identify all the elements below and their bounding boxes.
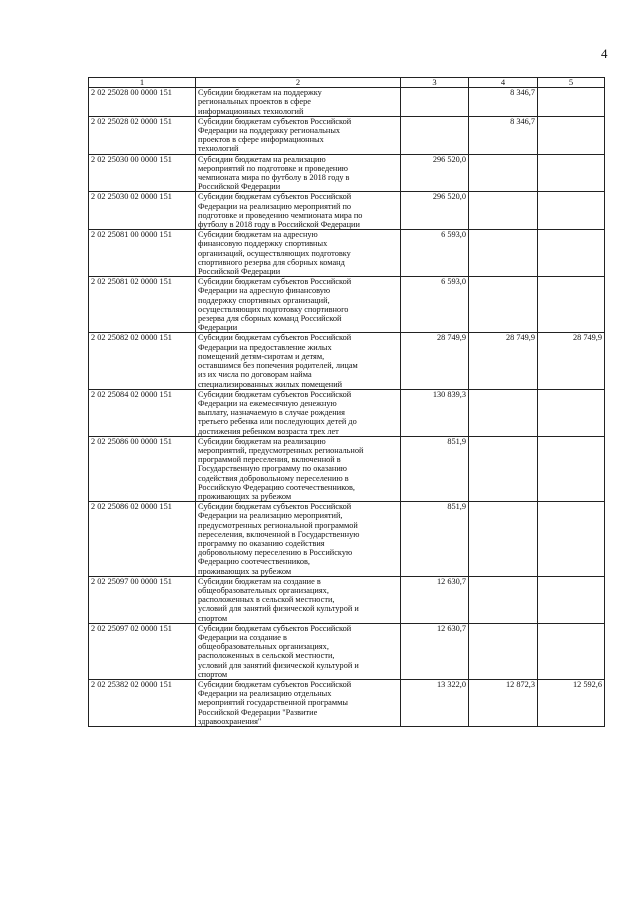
description-line: спортом [198,613,228,623]
amount-col4 [469,436,538,501]
table-row [89,623,605,679]
description-line: мероприятий по подготовке и проведению [198,163,348,173]
description-line: проживающих за рубежом [198,566,292,576]
description-line: Федерации на реализацию отдельных [198,689,332,699]
description-line: Федерации на адресную финансовую [198,286,331,296]
revenue-description [196,116,401,154]
description-line: мероприятий, предусмотренных региональной [198,445,364,455]
description-line: подготовке и проведению чемпионата мира по [198,210,363,220]
description-line: Федерации на реализацию мероприятий по [198,201,352,211]
revenue-description [196,88,401,117]
amount-col4 [469,502,538,577]
table-row [89,576,605,623]
amount-col4: 8 346,7 [469,88,538,117]
amount-col4 [469,389,538,436]
revenue-description [196,576,401,623]
revenue-code: 2 02 25082 02 0000 151 [89,333,196,389]
description-line: добровольному переселению в Российскую [198,548,353,558]
amount-col5 [538,88,605,117]
description-line: резерва для сборных команд Российской [198,314,342,324]
revenue-code: 2 02 25086 02 0000 151 [89,502,196,577]
revenue-code: 2 02 25081 02 0000 151 [89,277,196,333]
description-line: расположенных в сельской местности, [198,595,335,605]
amount-col4: 28 749,9 [469,333,538,389]
budget-table [88,77,605,727]
description-line: Российской Федерации [198,267,281,277]
revenue-code: 2 02 25030 00 0000 151 [89,154,196,192]
revenue-code: 2 02 25382 02 0000 151 [89,680,196,727]
amount-col3: 296 520,0 [401,192,469,230]
description-line: Федерацию соотечественников, [198,557,310,567]
description-line: Федерации на предоставление жилых [198,342,332,352]
revenue-code: 2 02 25030 02 0000 151 [89,192,196,230]
amount-col3: 13 322,0 [401,680,469,727]
column-header: 4 [469,78,538,88]
description-line: условий для занятий физической культурой и [198,660,359,670]
revenue-description [196,154,401,192]
table-row [89,389,605,436]
description-line: программой переселения, включенной в [198,455,341,465]
description-line: Субсидии бюджетам субъектов Российской [198,502,352,512]
amount-col4 [469,230,538,277]
amount-col5 [538,576,605,623]
amount-col5 [538,277,605,333]
table-row [89,230,605,277]
description-line: проектов в сфере информационных [198,135,324,145]
amount-col4 [469,576,538,623]
revenue-code: 2 02 25028 00 0000 151 [89,88,196,117]
amount-col5 [538,192,605,230]
description-line: Субсидии бюджетам субъектов Российской [198,389,352,399]
amount-col5 [538,623,605,679]
description-line: Субсидии бюджетам на создание в [198,576,321,586]
description-line: Российскую Федерацию соотечественников, [198,482,356,492]
description-line: организаций, осуществляющих подготовку [198,248,351,258]
revenue-code: 2 02 25086 00 0000 151 [89,436,196,501]
description-line: Субсидии бюджетам субъектов Российской [198,192,352,202]
description-line: здравоохранения" [198,716,262,726]
description-line: финансовую поддержку спортивных [198,239,328,249]
amount-col5: 12 592,6 [538,680,605,727]
table-row [89,88,605,117]
amount-col3: 6 593,0 [401,277,469,333]
amount-col5 [538,116,605,154]
amount-col3: 130 839,3 [401,389,469,436]
description-line: третьего ребенка или последующих детей до [198,417,357,427]
table-row [89,333,605,389]
description-line: программу по оказанию содействия [198,538,325,548]
column-header: 5 [538,78,605,88]
description-line: расположенных в сельской местности, [198,651,335,661]
revenue-description [196,436,401,501]
amount-col5 [538,436,605,501]
amount-col5 [538,230,605,277]
description-line: Субсидии бюджетам субъектов Российской [198,333,352,343]
amount-col4: 12 872,3 [469,680,538,727]
description-line: Федерации на поддержку региональных [198,126,341,136]
description-line: Субсидии бюджетам на адресную [198,230,318,240]
amount-col3 [401,116,469,154]
description-line: Федерации на реализацию мероприятий, [198,511,343,521]
description-line: общеобразовательных организациях, [198,585,329,595]
description-line: Российской Федерации "Развитие [198,707,318,717]
table-row [89,116,605,154]
description-line: Государственную программу по оказанию [198,464,347,474]
description-line: мероприятий государственной программы [198,698,348,708]
revenue-description [196,502,401,577]
revenue-code: 2 02 25097 00 0000 151 [89,576,196,623]
amount-col5 [538,154,605,192]
revenue-code: 2 02 25084 02 0000 151 [89,389,196,436]
amount-col3: 851,9 [401,502,469,577]
description-line: Субсидии бюджетам на поддержку [198,88,322,98]
column-header: 1 [89,78,196,88]
amount-col4 [469,277,538,333]
amount-col4 [469,623,538,679]
description-line: специализированных жилых помещений [198,379,343,389]
description-line: Субсидии бюджетам субъектов Российской [198,680,352,689]
amount-col3: 28 749,9 [401,333,469,389]
amount-col5 [538,502,605,577]
revenue-description [196,333,401,389]
description-line: содействия добровольному переселению в [198,473,349,483]
table-row [89,154,605,192]
description-line: региональных проектов в сфере [198,97,311,107]
description-line: Субсидии бюджетам на реализацию [198,436,326,446]
table-row [89,277,605,333]
description-line: выплату, назначаемую в случае рождения [198,408,345,418]
description-line: Федерации на создание в [198,632,287,642]
revenue-description [196,389,401,436]
description-line: условий для занятий физической культурой и [198,604,359,614]
revenue-description [196,680,401,727]
revenue-description [196,192,401,230]
description-line: из их числа по договорам найма [198,370,312,380]
description-line: достижения ребенком возраста трех лет [198,426,339,436]
amount-col3: 6 593,0 [401,230,469,277]
revenue-code: 2 02 25028 02 0000 151 [89,116,196,154]
revenue-description [196,623,401,679]
revenue-code: 2 02 25097 02 0000 151 [89,623,196,679]
amount-col5: 28 749,9 [538,333,605,389]
description-line: Субсидии бюджетам на реализацию [198,154,326,164]
revenue-description [196,230,401,277]
description-line: предусмотренных региональной программой [198,520,358,530]
description-line: футболу в 2018 году в Российской Федерации [198,220,360,230]
revenue-code: 2 02 25081 00 0000 151 [89,230,196,277]
description-line: общеобразовательных организациях, [198,642,329,652]
amount-col5 [538,389,605,436]
table-row [89,680,605,727]
amount-col3: 851,9 [401,436,469,501]
description-line: чемпионата мира по футболу в 2018 году в [198,173,350,183]
description-line: Федерации на ежемесячную денежную [198,398,337,408]
amount-col3: 12 630,7 [401,623,469,679]
table-row [89,502,605,577]
description-line: Субсидии бюджетам субъектов Российской [198,277,352,287]
amount-col3: 296 520,0 [401,154,469,192]
description-line: технологий [198,144,239,154]
header-row [89,78,605,88]
description-line: спортом [198,669,228,679]
description-line: Федерации [198,323,238,333]
revenue-description [196,277,401,333]
table-row [89,192,605,230]
description-line: спортивного резерва для сборных команд [198,257,345,267]
description-line: проживающих за рубежом [198,491,292,501]
amount-col4 [469,192,538,230]
description-line: осуществляющих подготовку спортивного [198,304,349,314]
table-row [89,436,605,501]
column-header: 2 [196,78,401,88]
description-line: оставшимся без попечения родителей, лицам [198,361,358,371]
description-line: Субсидии бюджетам субъектов Российской [198,623,352,633]
amount-col4: 8 346,7 [469,116,538,154]
page-number: 4 [601,46,608,61]
amount-col3: 12 630,7 [401,576,469,623]
description-line: Российской Федерации [198,182,281,192]
description-line: Субсидии бюджетам субъектов Российской [198,116,352,126]
column-header: 3 [401,78,469,88]
description-line: переселения, включенной в Государственную [198,529,360,539]
amount-col3 [401,88,469,117]
description-line: поддержку спортивных организаций, [198,295,330,305]
amount-col4 [469,154,538,192]
description-line: информационных технологий [198,106,304,116]
description-line: помещений детям-сиротам и детям, [198,351,325,361]
